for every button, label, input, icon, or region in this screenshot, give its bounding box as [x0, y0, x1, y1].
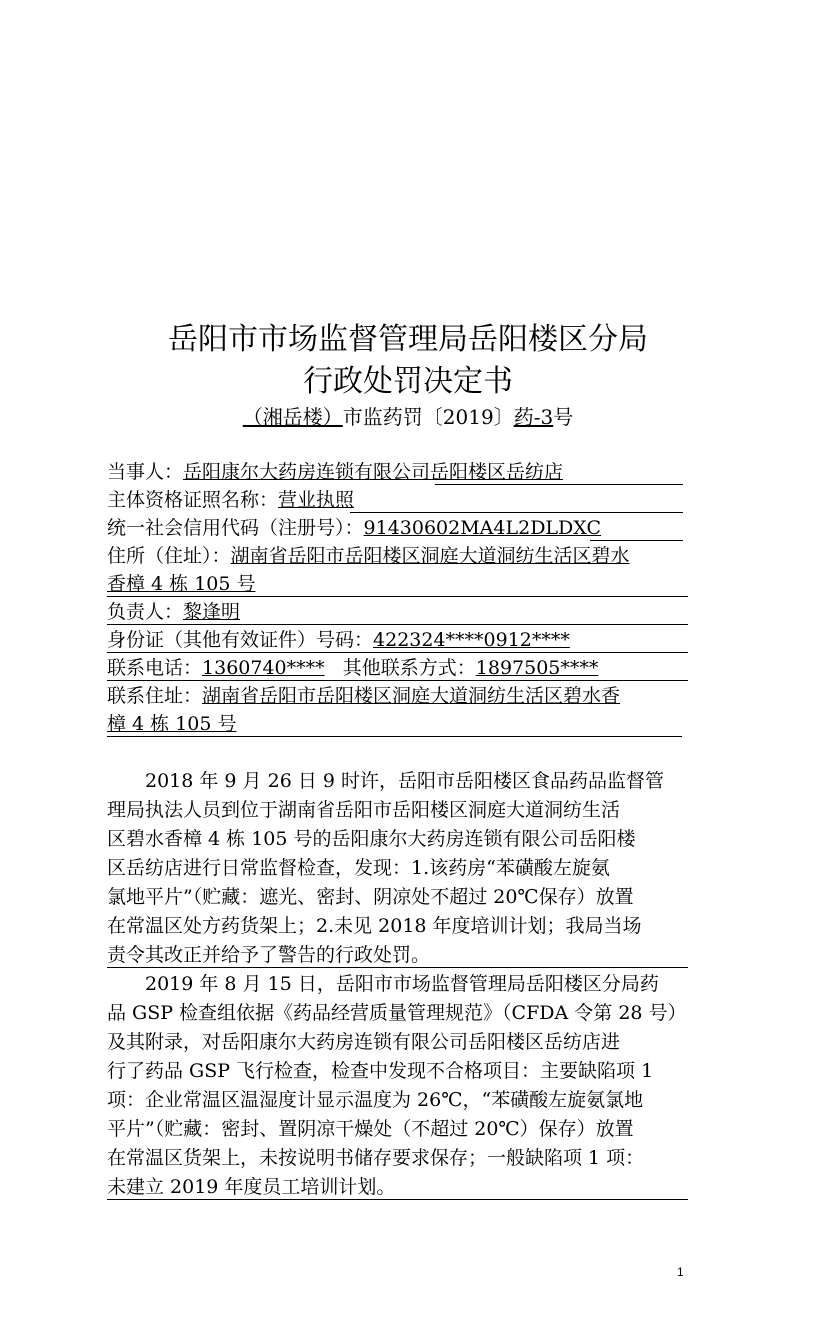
doc-number-suffix: 号 — [553, 405, 574, 429]
contact-address-underline — [107, 736, 682, 737]
doc-number-prefix: （湘岳楼） — [242, 405, 343, 429]
contact-address-line2: 樟 4 栋 105 号 — [107, 713, 237, 735]
paragraph-line: 项：企业常温区温湿度计显示温度为 26℃，“苯磺酸左旋氨氯地 — [107, 1089, 644, 1111]
page-number: 1 — [677, 1265, 684, 1279]
paragraph-line: 在常温区货架上，未按说明书储存要求保存；一般缺陷项 1 项： — [107, 1147, 645, 1169]
credit-code-value: 91430602MA4L2DLDXC — [363, 517, 602, 539]
license-value: 营业执照 — [278, 489, 355, 511]
paragraph-line: 氯地平片”（贮藏：遮光、密封、阴凉处不超过 20℃保存）放置 — [107, 886, 634, 908]
person-label: 负责人： — [107, 601, 184, 623]
person-underline — [107, 624, 688, 625]
paragraph-line: 及其附录，对岳阳康尔大药房连锁有限公司岳阳楼区岳纺店进 — [107, 1031, 621, 1053]
paragraph-line: 2018 年 9 月 26 日 9 时许，岳阳市岳阳楼区食品药品监督管 — [145, 770, 664, 792]
license-row — [107, 487, 687, 513]
other-contact-label: 其他联系方式： — [342, 657, 476, 679]
address-row — [107, 543, 687, 569]
address-underline — [107, 596, 688, 597]
address-row-continued — [107, 571, 687, 597]
party-row — [107, 459, 687, 485]
paragraph-end-rule — [107, 1199, 688, 1200]
doc-number-mid: 市监药罚〔2019〕 — [342, 405, 514, 429]
paragraph-gsp-inspection — [107, 970, 689, 1202]
paragraph-first-inspection — [107, 767, 689, 970]
other-contact-value: 1897505**** — [475, 657, 599, 679]
contact-address-row-continued — [107, 711, 687, 737]
party-value: 岳阳康尔大药房连锁有限公司岳阳楼区岳纺店 — [183, 461, 564, 483]
phone-underline — [107, 680, 688, 681]
phone-row — [107, 655, 687, 681]
person-value: 黎逢明 — [183, 601, 241, 623]
address-value-line1: 湖南省岳阳市岳阳楼区洞庭大道洞纺生活区碧水 — [230, 545, 630, 567]
credit-code-label: 统一社会信用代码（注册号）： — [107, 517, 364, 539]
phone-value: 1360740**** — [202, 657, 325, 679]
paragraph-line: 平片”（贮藏：密封、置阴凉干燥处（不超过 20℃）保存）放置 — [107, 1118, 634, 1140]
paragraph-line: 行了药品 GSP 飞行检查，检查中发现不合格项目：主要缺陷项 1 — [107, 1060, 654, 1082]
document-title: 岳阳市市场监督管理局岳阳楼区分局 — [168, 322, 648, 357]
contact-address-label: 联系住址： — [107, 685, 203, 707]
person-row — [107, 599, 687, 625]
paragraph-line: 2019 年 8 月 15 日，岳阳市市场监督管理局岳阳楼区分局药 — [145, 973, 659, 995]
paragraph-line: 责令其改正并给予了警告的行政处罚。 — [107, 944, 431, 966]
license-label: 主体资格证照名称： — [107, 489, 279, 511]
paragraph-line: 理局执法人员到位于湖南省岳阳市岳阳楼区洞庭大道洞纺生活 — [107, 799, 621, 821]
address-value-line2: 香樟 4 栋 105 号 — [107, 573, 256, 595]
document-number — [0, 403, 816, 431]
paragraph-line: 区岳纺店进行日常监督检查，发现：1.该药房“苯磺酸左旋氨 — [107, 857, 610, 879]
paragraph-line: 区碧水香樟 4 栋 105 号的岳阳康尔大药房连锁有限公司岳阳楼 — [107, 828, 636, 850]
contact-address-row — [107, 683, 687, 709]
credit-code-underline — [590, 540, 683, 541]
id-underline — [107, 652, 688, 653]
license-underline — [350, 512, 683, 513]
id-label: 身份证（其他有效证件）号码： — [107, 629, 374, 651]
doc-number-code: 药-3 — [513, 405, 554, 429]
party-label: 当事人： — [107, 461, 184, 483]
address-label: 住所（住址）： — [107, 545, 231, 567]
paragraph-line: 在常温区处方药货架上；2.未见 2018 年度培训计划；我局当场 — [107, 915, 642, 937]
phone-label: 联系电话： — [107, 657, 203, 679]
id-row — [107, 627, 687, 653]
paragraph-line: 品 GSP 检查组依据《药品经营质量管理规范》（CFDA 令第 28 号） — [107, 1002, 687, 1024]
party-underline — [435, 484, 683, 485]
paragraph-separator — [107, 967, 688, 968]
contact-address-line1: 湖南省岳阳市岳阳楼区洞庭大道洞纺生活区碧水香 — [202, 685, 621, 707]
credit-code-row — [107, 515, 687, 541]
paragraph-line: 未建立 2019 年度员工培训计划。 — [107, 1176, 396, 1198]
document-subtitle: 行政处罚决定书 — [303, 364, 513, 399]
id-value: 422324****0912**** — [373, 629, 570, 651]
